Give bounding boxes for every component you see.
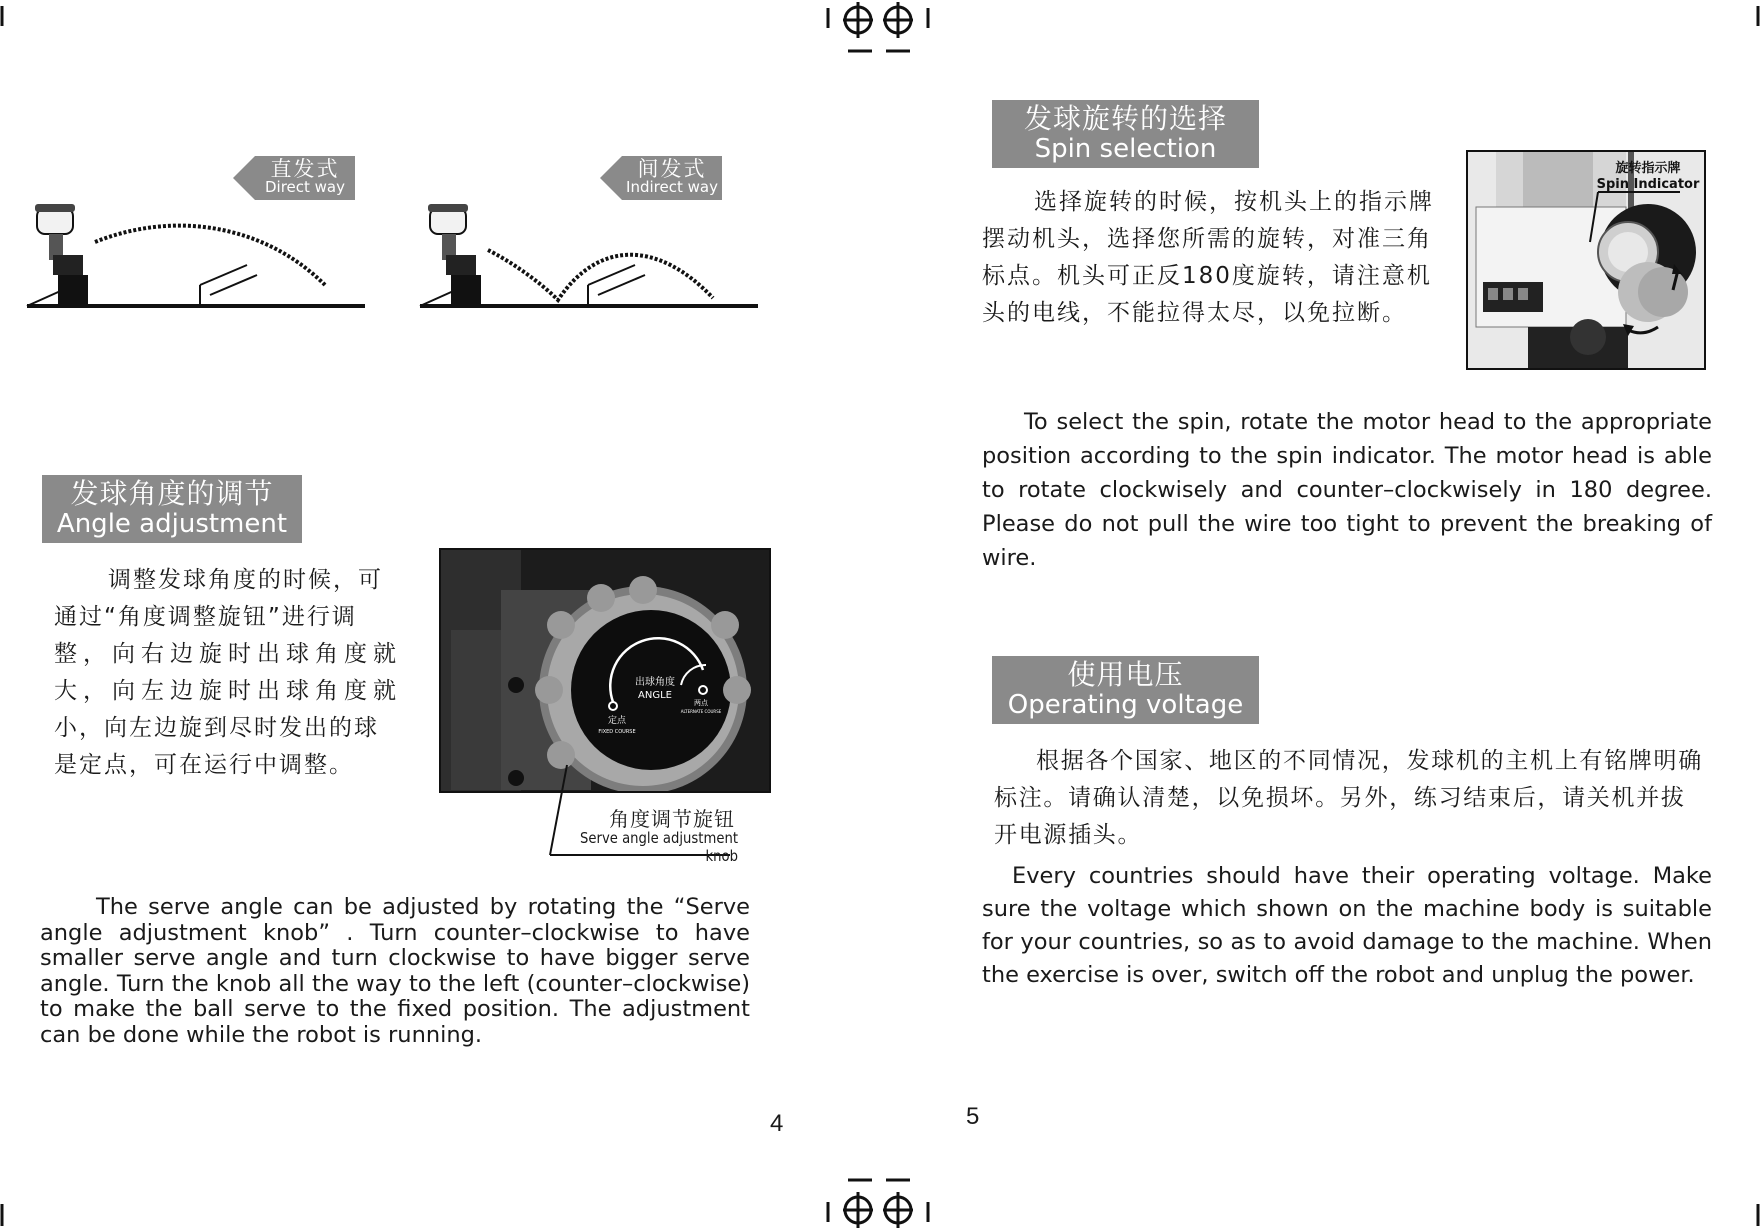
spin-body-en: To select the spin, rotate the motor head to the appropriate position according to the spin indicator. The motor head is able to rotate clockwisely and counter–clockwisely in 180 degree. Please do not pull the wire too tight to prevent the breaking of wire. — [982, 409, 1712, 571]
page-number-left: 4 — [770, 1110, 784, 1137]
dial-title-en: ANGLE — [638, 690, 672, 701]
direct-way-en: Direct way — [264, 178, 346, 196]
dial-right-en: ALTERNATE COURSE — [680, 709, 722, 714]
indirect-way-en: Indirect way — [626, 178, 718, 196]
spin-indicator-photo — [1466, 150, 1706, 370]
direct-way-tag — [233, 156, 355, 200]
spin-zh-line: 摆动机头，选择您所需的旋转，对准三角 — [982, 226, 1432, 252]
spin-title-en: Spin selection — [1034, 133, 1217, 164]
dial-right-zh: 两点 — [694, 699, 708, 707]
knob-photo — [439, 548, 771, 793]
angle-zh-line: 调整发球角度的时候，可 — [108, 567, 383, 593]
spin-title-zh: 发球旋转的选择 — [1023, 102, 1227, 135]
robot-icon — [27, 204, 88, 306]
indicator-label-zh: 旋转指示牌 — [1615, 161, 1681, 176]
knob-caption-zh: 角度调节旋钮 — [609, 807, 735, 831]
direct-way-zh: 直发式 — [270, 157, 340, 181]
voltage-zh-line: 开电源插头。 — [994, 822, 1143, 848]
voltage-body-en: Every countries should have their operating voltage. Make sure the voltage which shown on the machine body is suitable for your countries, so as to avoid damage to the machine. When the exercise is over, switch off the robot and unplug the power. — [982, 863, 1712, 988]
indirect-way-zh: 间发式 — [637, 157, 707, 181]
angle-body-en: The serve angle can be adjusted by rotating the “Serve angle adjustment knob” . Turn counter–clockwise to have smaller serve angle and turn clockwise to have bigger serve angle. Turn the knob all the way to the left (counter–clockwise) to make the ball serve to the fixed position. The adjustment can be done while the robot is running. — [40, 894, 750, 1048]
indirect-way-tag — [600, 156, 722, 200]
angle-section-title — [42, 475, 302, 543]
robot-icon — [420, 204, 481, 306]
angle-zh-line: 小，向左边旋到尽时发出的球 — [54, 715, 379, 741]
angle-body-zh — [54, 562, 404, 784]
angle-zh-line: 是定点，可在运行中调整。 — [54, 752, 354, 778]
angle-zh-line: 大，向左边旋时出球角度就 — [54, 678, 402, 704]
angle-zh-line: 通过“角度调整旋钮”进行调 — [54, 604, 357, 630]
spin-zh-line: 标点。机头可正反180度旋转，请注意机 — [982, 263, 1432, 289]
dial-left-en: FIXED COURSE — [598, 729, 636, 735]
page-number-right: 5 — [966, 1103, 980, 1130]
spin-zh-line: 头的电线，不能拉得太尽，以免拉断。 — [982, 300, 1407, 326]
angle-zh-line: 整，向右边旋时出球角度就 — [54, 641, 402, 667]
voltage-zh-line: 根据各个国家、地区的不同情况，发球机的主机上有铭牌明确 — [1036, 748, 1703, 774]
voltage-body-zh — [994, 743, 1716, 854]
voltage-title-en: Operating voltage — [1007, 689, 1244, 720]
knob-caption-en: Serve angle adjustment knob — [580, 829, 738, 865]
dial-title-zh: 出球角度 — [635, 677, 675, 688]
spin-body-zh — [982, 184, 1452, 332]
voltage-zh-line: 标注。请确认清楚，以免损坏。另外，练习结束后，请关机并拔 — [994, 785, 1686, 811]
indicator-label-en: Spin Indicator — [1596, 177, 1700, 192]
angle-title-en: Angle adjustment — [56, 508, 288, 539]
voltage-section-title — [992, 656, 1259, 724]
voltage-title-zh: 使用电压 — [1067, 658, 1184, 691]
spin-zh-line: 选择旋转的时候，按机头上的指示牌 — [1034, 189, 1434, 215]
angle-title-zh: 发球角度的调节 — [70, 477, 274, 510]
dial-left-zh: 定点 — [607, 716, 627, 726]
spin-section-title — [992, 100, 1259, 168]
